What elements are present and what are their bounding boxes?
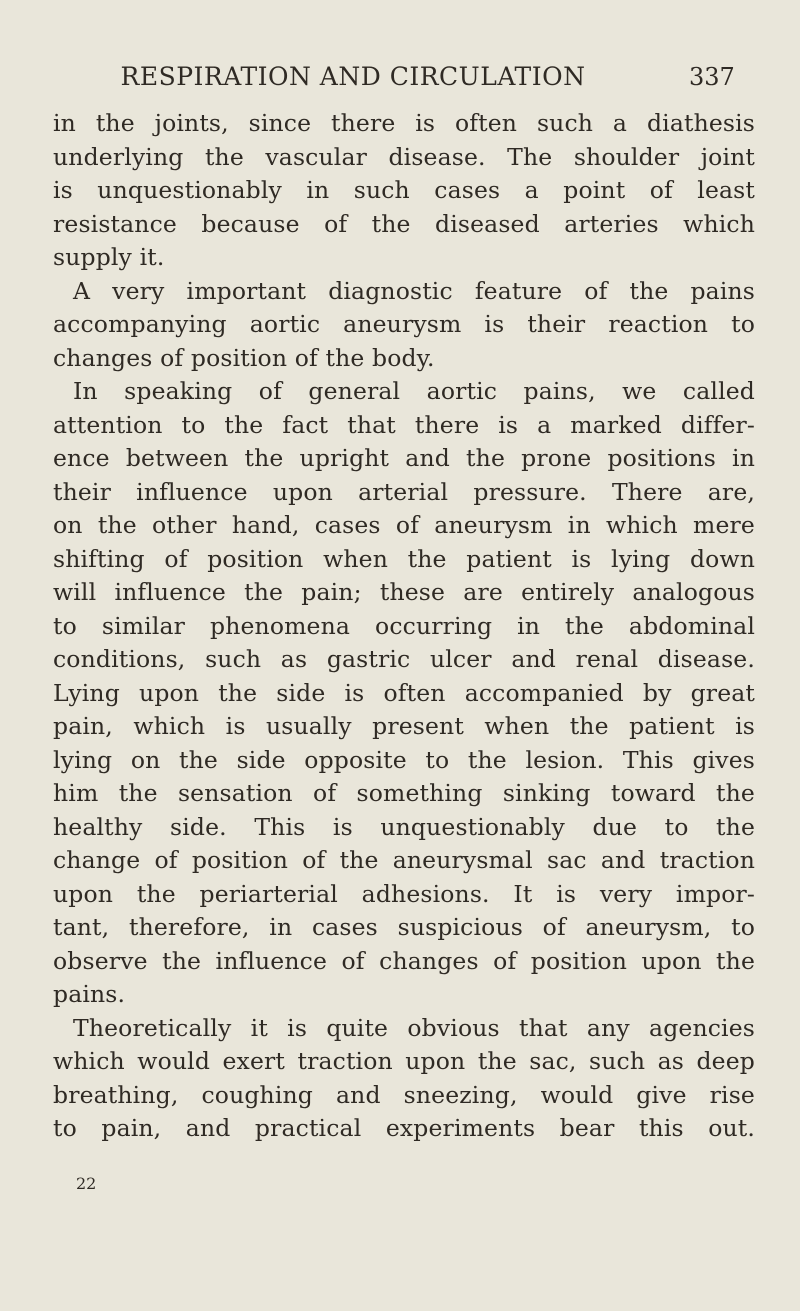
paragraph-start-line: Theoretically it is quite obvious that any agencies	[73, 1013, 755, 1042]
text-line: to pain, and practical experiments bear this out.	[53, 1114, 755, 1142]
text-line: Lying upon the side is often accompanied by great	[53, 678, 755, 707]
text-line: which would exert traction upon the sac, such as deep	[53, 1047, 755, 1075]
text-line: underlying the vascular disease. The shoulder joint	[53, 142, 755, 171]
text-line: supply it.	[53, 243, 165, 271]
text-line: their influence upon arterial pressure. There are,	[53, 477, 755, 506]
text-line: resistance because of the diseased arteries which	[53, 209, 755, 238]
running-head	[0, 60, 800, 94]
text-line: shifting of position when the patient is lying down	[53, 544, 755, 573]
paragraph-start-line: In speaking of general aortic pains, we called	[73, 377, 755, 405]
text-line: on the other hand, cases of aneurysm in which mere	[53, 511, 755, 539]
text-line: changes of position of the body.	[53, 343, 435, 372]
text-line: conditions, such as gastric ulcer and renal disease.	[53, 645, 755, 673]
signature-mark: 22	[76, 1174, 97, 1193]
text-line: attention to the fact that there is a marked differ-	[53, 410, 755, 439]
text-line: to similar phenomena occurring in the abdominal	[53, 611, 755, 640]
text-line: upon the periarterial adhesions. It is very impor-	[53, 879, 755, 908]
text-line: healthy side. This is unquestionably due to the	[53, 812, 755, 841]
text-line: observe the influence of changes of position upon the	[53, 946, 755, 975]
text-line: tant, therefore, in cases suspicious of aneurysm, to	[53, 913, 755, 941]
text-line: change of position of the aneurysmal sac and traction	[53, 846, 755, 874]
text-line: in the joints, since there is often such a diathesis	[53, 109, 755, 137]
running-title: RESPIRATION AND CIRCULATION	[120, 62, 586, 91]
text-line: pain, which is usually present when the patient is	[53, 712, 755, 740]
paragraph-start-line: A very important diagnostic feature of the pains	[73, 276, 755, 305]
text-line: ence between the upright and the prone positions in	[53, 444, 755, 472]
text-line: breathing, coughing and sneezing, would give rise	[53, 1080, 755, 1109]
text-line: will influence the pain; these are entirely analogous	[53, 578, 755, 606]
body-text	[53, 107, 755, 1146]
text-line: pains.	[53, 980, 126, 1008]
text-line: is unquestionably in such cases a point of least	[53, 176, 755, 204]
page-number: 337	[689, 63, 735, 91]
text-line: accompanying aortic aneurysm is their reaction to	[53, 310, 755, 338]
text-line: him the sensation of something sinking toward the	[53, 779, 755, 807]
text-line: lying on the side opposite to the lesion. This gives	[53, 745, 755, 774]
